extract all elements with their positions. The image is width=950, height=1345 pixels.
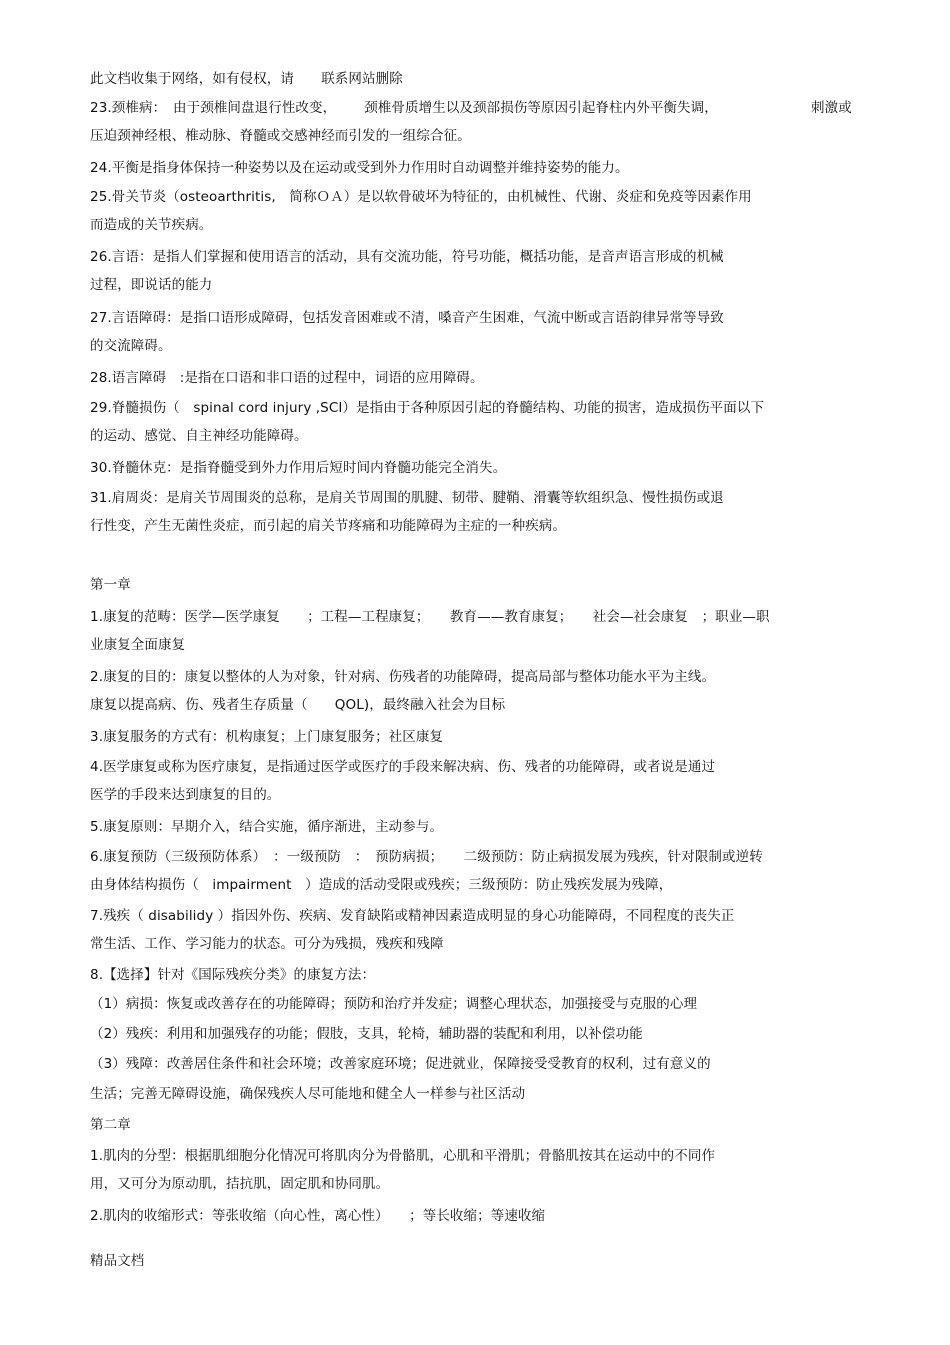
item-30: 30.脊髓休克：是指脊髓受到外力作用后短时间内脊髓功能完全消失。 — [90, 460, 507, 476]
item-25-line-2: 而造成的关节疾病。 — [90, 217, 213, 233]
ch1-item-5: 5.康复原则：早期介入，结合实施，循序渐进，主动参与。 — [90, 819, 444, 835]
item-23-part-3: 刺激或 — [811, 100, 852, 116]
ch1-item-8-sub-1: （1）病损：恢复或改善存在的功能障碍；预防和治疗并发症；调整心理状态，加强接受与克服的心理 — [90, 996, 698, 1012]
item-26-line-1: 26.言语：是指人们掌握和使用语言的活动，具有交流功能，符号功能，概括功能，是音声语言形成的机械 — [90, 249, 724, 265]
ch1-item-6-line-1: 6.康复预防（三级预防体系） ：一级预防 ： 预防病损； 二级预防：防止病损发展为残疾，针对限制或逆转 — [90, 849, 763, 865]
ch2-item-2: 2.肌肉的收缩形式：等张收缩（向心性，离心性） ；等长收缩；等速收缩 — [90, 1208, 546, 1224]
item-25-line-1: 25.骨关节炎（osteoarthritis, 简称ＯＡ）是以软骨破坏为特征的，由机械性、代谢、炎症和免疫等因素作用 — [90, 189, 752, 205]
ch1-item-2-line-1: 2.康复的目的：康复以整体的人为对象，针对病、伤残者的功能障碍，提高局部与整体功能水平为主线。 — [90, 669, 716, 685]
ch2-item-1-line-1: 1.肌肉的分型：根据肌细胞分化情况可将肌肉分为骨骼肌，心肌和平滑肌；骨骼肌按其在运动中的不同作 — [90, 1148, 716, 1164]
ch1-item-4-line-1: 4.医学康复或称为医疗康复，是指通过医学或医疗的手段来解决病、伤、残者的功能障碍，或者说是通过 — [90, 759, 716, 775]
item-24: 24.平衡是指身体保持一种姿势以及在运动或受到外力作用时自动调整并维持姿势的能力。 — [90, 160, 629, 176]
chapter-1-heading: 第一章 — [90, 577, 131, 593]
ch1-item-8-sub-2: （2）残疾：利用和加强残存的功能；假肢，支具，轮椅，辅助器的装配和利用，以补偿功能 — [90, 1026, 643, 1042]
ch1-item-7-line-2: 常生活、工作、学习能力的状态。可分为残损，残疾和残障 — [90, 936, 444, 952]
ch1-item-8-sub-3-line-1: （3）残障：改善居住条件和社会环境；改善家庭环境；促进就业，保障接受受教育的权利，过有意义的 — [90, 1056, 711, 1072]
ch1-item-6-line-2: 由身体结构损伤（ impairment ）造成的活动受限或残疾；三级预防：防止残疾发展为残障， — [90, 877, 673, 893]
ch1-item-1-line-2: 业康复全面康复 — [90, 637, 186, 653]
item-27-line-1: 27.言语障碍：是指口语形成障碍，包括发音困难或不清，嗓音产生困难，气流中断或言语韵律异常等导致 — [90, 310, 724, 326]
ch1-item-8-sub-3-line-2: 生活；完善无障碍设施，确保残疾人尽可能地和健全人一样参与社区活动 — [90, 1086, 526, 1102]
item-27-line-2: 的交流障碍。 — [90, 338, 172, 354]
item-31-line-2: 行性变，产生无菌性炎症，而引起的肩关节疼痛和功能障碍为主症的一种疾病。 — [90, 518, 566, 534]
item-23-line-2: 压迫颈神经根、椎动脉、脊髓或交感神经而引发的一组综合征。 — [90, 128, 471, 144]
ch1-item-1-line-1: 1.康复的范畴：医学—医学康复 ；工程—工程康复； 教育——教育康复； 社会—社会康复 ；职业—职 — [90, 609, 770, 625]
ch1-item-3: 3.康复服务的方式有：机构康复；上门康复服务；社区康复 — [90, 729, 444, 745]
ch1-item-7-line-1: 7.残疾（ disabilidy ）指因外伤、疾病、发育缺陷或精神因素造成明显的身心功能障碍，不同程度的丧失正 — [90, 908, 735, 924]
chapter-2-heading: 第二章 — [90, 1117, 131, 1133]
item-23-part-2: 颈椎骨质增生以及颈部损伤等原因引起脊柱内外平衡失调， — [364, 100, 718, 116]
ch1-item-8: 8.【选择】针对《国际残疾分类》的康复方法： — [90, 967, 376, 983]
item-29-line-1: 29.脊髓损伤（ spinal cord injury ,SCI）是指由于各种原因引起的脊髓结构、功能的损害，造成损伤平面以下 — [90, 400, 765, 416]
page-footer: 精品文档 — [90, 1253, 145, 1269]
ch2-item-1-line-2: 用，又可分为原动肌，拮抗肌，固定肌和协同肌。 — [90, 1176, 390, 1192]
ch1-item-2-line-2: 康复以提高病、伤、残者生存质量（ QOL)，最终融入社会为目标 — [90, 697, 506, 713]
item-29-line-2: 的运动、感觉、自主神经功能障碍。 — [90, 428, 308, 444]
page-header: 此文档收集于网络，如有侵权，请 联系网站删除 — [90, 71, 403, 87]
item-23-part-1: 23.颈椎病： 由于颈椎间盘退行性改变， — [90, 100, 337, 116]
item-23-line-1 — [90, 99, 718, 117]
ch1-item-4-line-2: 医学的手段来达到康复的目的。 — [90, 787, 281, 803]
item-28: 28.语言障碍 :是指在口语和非口语的过程中，词语的应用障碍。 — [90, 370, 484, 386]
item-26-line-2: 过程，即说话的能力 — [90, 277, 213, 293]
item-31-line-1: 31.肩周炎：是肩关节周围炎的总称，是肩关节周围的肌腱、韧带、腱鞘、滑囊等软组织急、慢性损伤或退 — [90, 490, 724, 506]
